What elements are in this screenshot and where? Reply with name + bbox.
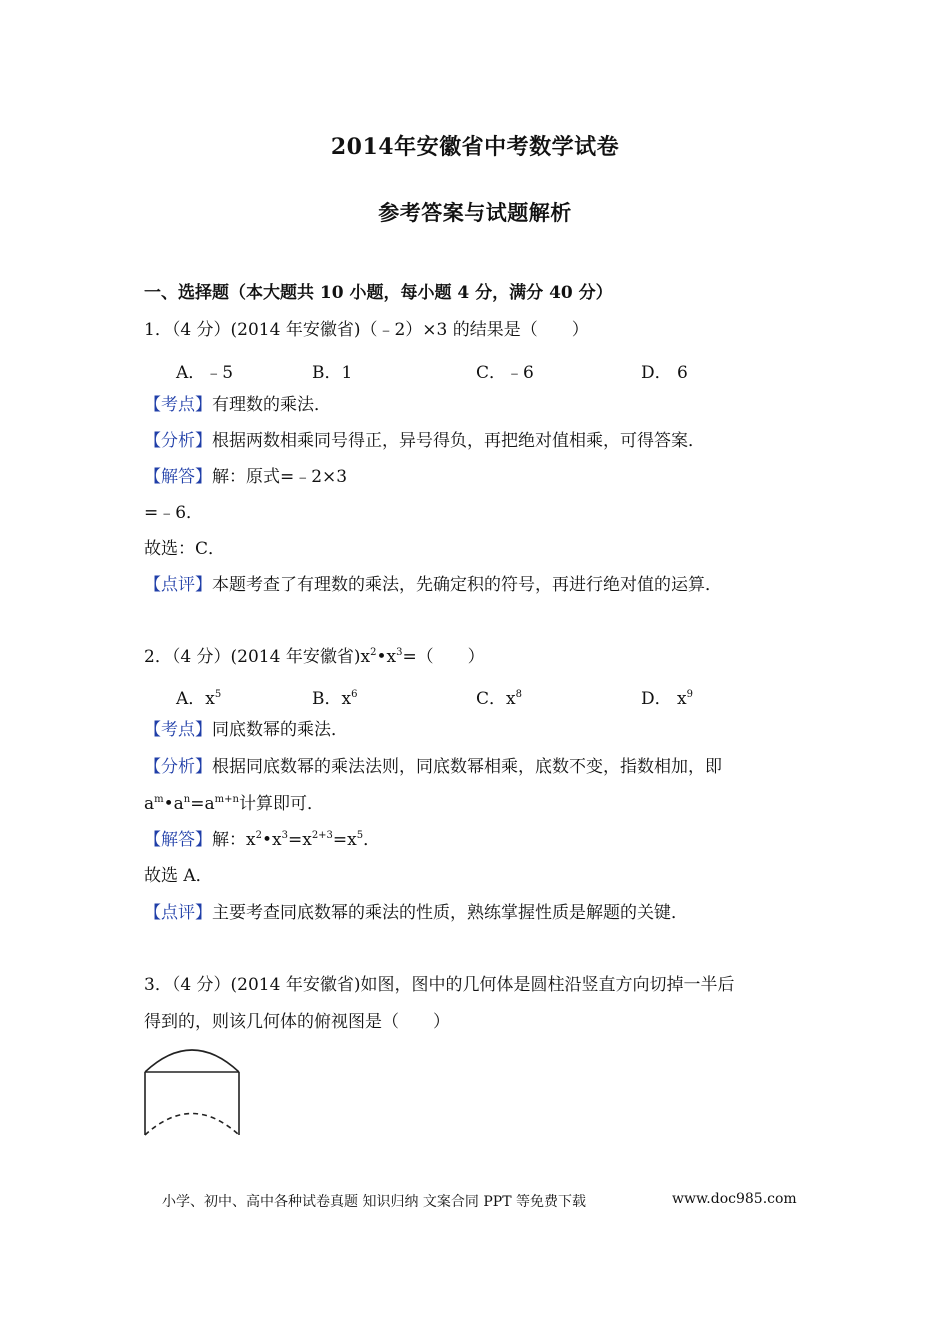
q2-dianping — [144, 903, 688, 923]
q2-kaodian — [144, 720, 348, 740]
top-arc — [145, 1050, 239, 1072]
q2-option-c — [476, 684, 522, 709]
q1-jieda-line-2: =﹣6． — [144, 503, 204, 523]
page-subtitle: 参考答案与试题解析 — [378, 200, 572, 225]
q2-jieda — [144, 830, 380, 850]
q2-fenxi-part: =a — [190, 794, 215, 814]
q1-option-b: B．1 — [312, 363, 353, 383]
question-2-stem — [144, 647, 485, 667]
q2-option-label: A．x — [176, 689, 215, 709]
q2-jieda-part: =x — [287, 830, 312, 850]
q2-jieda-exponent: 2 — [255, 830, 262, 841]
q2-jieda-part: =x — [332, 830, 357, 850]
q2-fenxi-text: 根据同底数幂的乘法法则，同底数幂相乘，底数不变，指数相加，即 — [212, 757, 722, 777]
q2-kaodian-text: 同底数幂的乘法． — [212, 720, 348, 740]
q1-option-d: D． 6 — [641, 363, 688, 383]
q2-answer: 故选 A． — [144, 866, 213, 886]
kaodian-tag: 【考点】 — [144, 720, 212, 740]
q2-fenxi-part: 计算即可． — [238, 794, 324, 814]
fenxi-tag: 【分析】 — [144, 431, 212, 451]
q1-fenxi-text: 根据两数相乘同号得正，异号得负，再把绝对值相乘，可得答案． — [212, 431, 705, 451]
q1-jieda — [144, 467, 347, 487]
hidden-bottom-arc — [145, 1114, 239, 1136]
q2-fenxi-exponent: n — [183, 794, 191, 805]
q1-kaodian-text: 有理数的乘法． — [212, 395, 331, 415]
q1-dianping-text: 本题考查了有理数的乘法，先确定积的符号，再进行绝对值的运算． — [212, 575, 722, 595]
q2-stem-part: 2．（4 分）(2014 年安徽省)x — [144, 647, 371, 667]
fenxi-tag: 【分析】 — [144, 757, 212, 777]
q2-option-d — [641, 684, 693, 709]
q2-option-label: D． x — [641, 689, 687, 709]
q2-jieda-part: •x — [261, 830, 282, 850]
q2-option-a — [176, 684, 221, 709]
q2-option-exponent: 5 — [214, 689, 222, 700]
half-cylinder-figure — [140, 1044, 244, 1140]
q1-jieda-text: 解：原式=﹣2×3 — [212, 467, 348, 487]
q2-stem-exponent: 3 — [396, 647, 403, 658]
footer-text: 小学、初中、高中各种试卷真题 知识归纳 文案合同 PPT 等免费下载 — [162, 1194, 586, 1210]
question-1-stem: 1．（4 分）(2014 年安徽省)（﹣2）×3 的结果是（ ） — [144, 320, 589, 340]
q2-jieda-exponent: 3 — [281, 830, 288, 841]
dianping-tag: 【点评】 — [144, 575, 212, 595]
q2-option-b — [312, 684, 357, 709]
q2-stem-part: •x — [376, 647, 397, 667]
q1-kaodian — [144, 395, 331, 415]
q2-option-exponent: 9 — [686, 689, 693, 700]
q1-option-c: C．﹣6 — [476, 363, 534, 383]
q1-answer: 故选：C． — [144, 539, 226, 559]
q2-dianping-text: 主要考查同底数幂的乘法的性质，熟练掌握性质是解题的关键． — [212, 903, 688, 923]
q2-option-exponent: 8 — [515, 689, 522, 700]
q1-fenxi — [144, 431, 705, 451]
page-title: 2014年安徽省中考数学试卷 — [330, 134, 620, 160]
footer-website-link[interactable]: www.doc985.com — [672, 1191, 797, 1207]
q2-jieda-exponent: 5 — [356, 830, 364, 841]
q2-fenxi-part: a — [144, 794, 155, 814]
q2-stem-part: =（ ） — [402, 647, 485, 667]
q2-jieda-part: ． — [363, 830, 381, 850]
q1-option-a: A．﹣5 — [176, 363, 234, 383]
q2-fenxi-part: •a — [163, 794, 184, 814]
jieda-tag: 【解答】 — [144, 467, 212, 487]
q2-fenxi-exponent: m+n — [214, 794, 239, 805]
q2-option-exponent: 6 — [351, 689, 358, 700]
question-3-stem-line-2: 得到的，则该几何体的俯视图是（ ） — [144, 1012, 450, 1032]
jieda-tag: 【解答】 — [144, 830, 212, 850]
q2-fenxi-exponent: m — [154, 794, 164, 805]
dianping-tag: 【点评】 — [144, 903, 212, 923]
section-heading: 一、选择题（本大题共 10 小题，每小题 4 分，满分 40 分） — [144, 283, 613, 303]
question-3-stem: 3．（4 分）(2014 年安徽省)如图，图中的几何体是圆柱沿竖直方向切掉一半后 — [144, 975, 735, 995]
q2-option-label: C．x — [476, 689, 516, 709]
q2-fenxi — [144, 757, 722, 777]
q2-option-label: B．x — [312, 689, 352, 709]
q2-jieda-part: 解：x — [212, 830, 256, 850]
kaodian-tag: 【考点】 — [144, 395, 212, 415]
q2-stem-exponent: 2 — [370, 647, 377, 658]
q1-dianping — [144, 575, 722, 595]
q2-jieda-exponent: 2+3 — [311, 830, 333, 841]
q2-fenxi-line-2 — [144, 794, 324, 814]
